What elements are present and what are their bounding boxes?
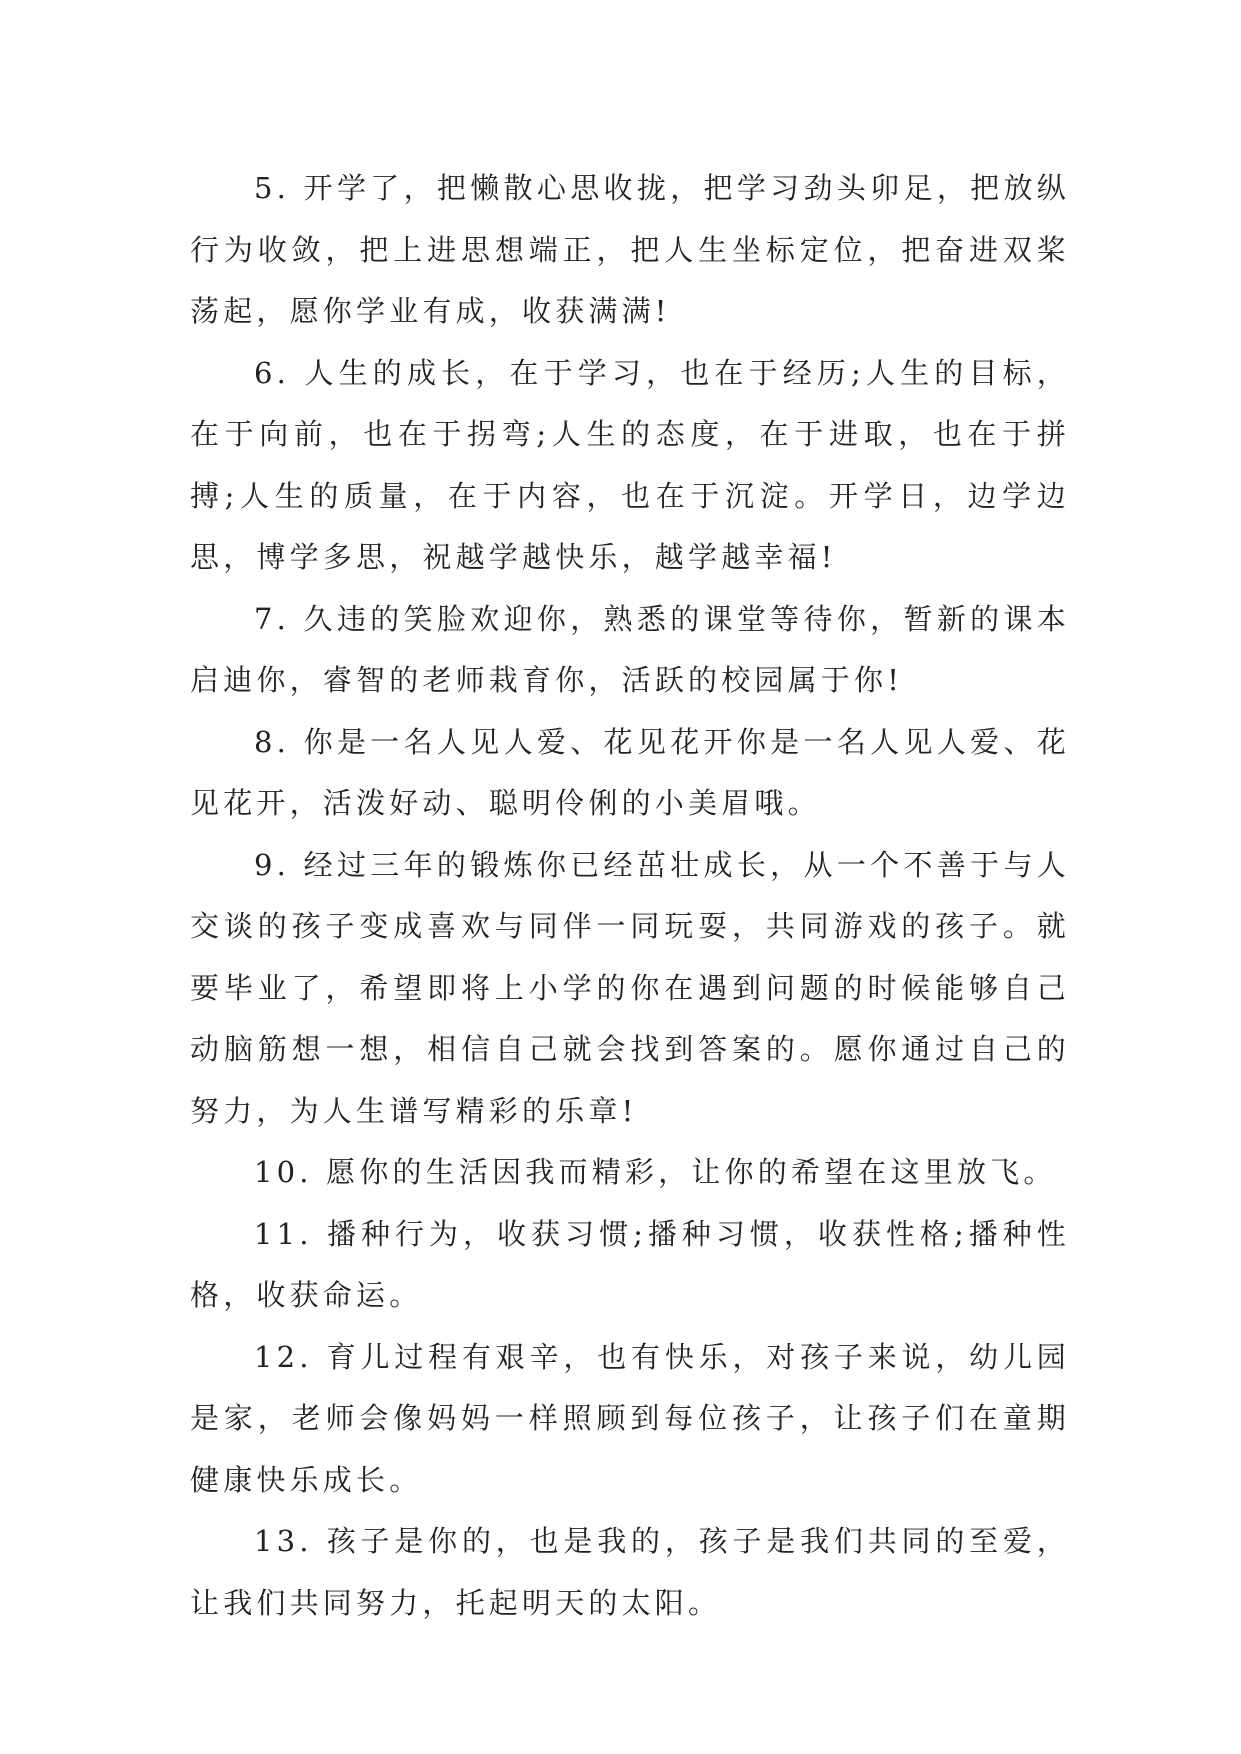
paragraph-8: 8. 你是一名人见人爱、花见花开你是一名人见人爱、花见花开，活泼好动、聪明伶俐的小美眉哦。 [190, 724, 1070, 820]
paragraph-11: 11. 播种行为，收获习惯;播种习惯，收获性格;播种性格，收获命运。 [190, 1216, 1070, 1312]
paragraph-13: 13. 孩子是你的，也是我的，孩子是我们共同的至爱，让我们共同努力，托起明天的太阳。 [190, 1524, 1070, 1620]
document-body [190, 158, 1070, 1634]
paragraph-9: 9. 经过三年的锻炼你已经茁壮成长，从一个不善于与人交谈的孩子变成喜欢与同伴一同玩耍，共同游戏的孩子。就要毕业了，希望即将上小学的你在遇到问题的时候能够自己动脑筋想一想，相信自己就会找到答案的。愿你通过自己的努力，为人生谱写精彩的乐章! [190, 847, 1070, 1128]
paragraph-7: 7. 久违的笑脸欢迎你，熟悉的课堂等待你，暂新的课本启迪你，睿智的老师栽育你，活跃的校园属于你! [190, 601, 1070, 697]
paragraph-10: 10. 愿你的生活因我而精彩，让你的希望在这里放飞。 [254, 1155, 1057, 1189]
paragraph-6: 6. 人生的成长，在于学习，也在于经历;人生的目标，在于向前，也在于拐弯;人生的态度，在于进取，也在于拼搏;人生的质量，在于内容，也在于沉淀。开学日，边学边思，博学多思，祝越学越快乐，越学越幸福! [190, 355, 1070, 574]
paragraph-12: 12. 育儿过程有艰辛，也有快乐，对孩子来说，幼儿园是家，老师会像妈妈一样照顾到每位孩子，让孩子们在童期健康快乐成长。 [190, 1339, 1070, 1497]
paragraph-5: 5. 开学了，把懒散心思收拢，把学习劲头卯足，把放纵行为收敛，把上进思想端正，把人生坐标定位，把奋进双桨荡起，愿你学业有成，收获满满! [190, 171, 1070, 328]
